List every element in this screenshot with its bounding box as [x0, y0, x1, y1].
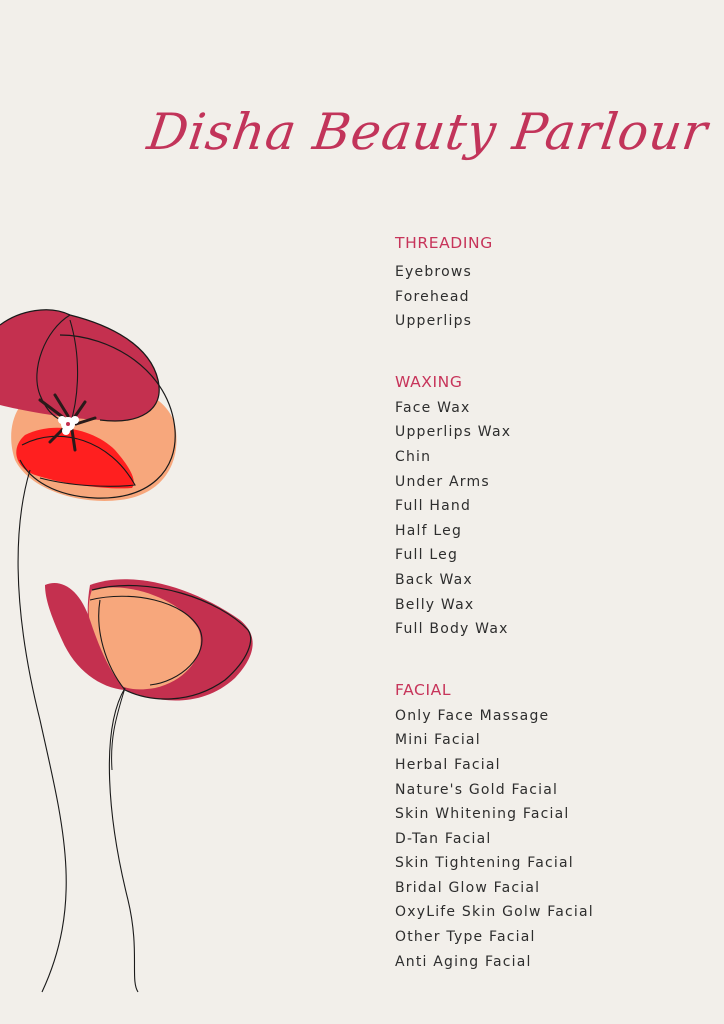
service-item: Upperlips	[395, 313, 473, 330]
service-item: Under Arms	[395, 473, 490, 490]
section-title: THREADING	[395, 234, 493, 252]
service-item: Full Body Wax	[395, 621, 509, 638]
service-item: Forehead	[395, 288, 470, 305]
service-item: Back Wax	[395, 571, 473, 588]
service-item: Bridal Glow Facial	[395, 879, 541, 896]
service-item: Only Face Massage	[395, 707, 550, 724]
service-item: Full Leg	[395, 547, 459, 564]
service-item: Nature's Gold Facial	[395, 781, 559, 798]
service-item: Skin Whitening Facial	[395, 806, 570, 823]
service-item: Chin	[395, 448, 432, 465]
service-item: Eyebrows	[395, 264, 472, 280]
section-title: FACIAL	[395, 680, 452, 699]
section-title: WAXING	[395, 372, 463, 391]
service-item: Other Type Facial	[395, 929, 536, 946]
service-item: Full Hand	[395, 498, 472, 515]
section-facial	[395, 678, 715, 975]
page-title: Disha Beauty Parlour	[143, 103, 712, 161]
service-item: D-Tan Facial	[395, 830, 492, 847]
service-item: Anti Aging Facial	[395, 953, 532, 970]
service-item: Upperlips Wax	[395, 424, 512, 441]
service-item: Herbal Facial	[395, 756, 501, 773]
service-item: Skin Tightening Facial	[395, 855, 574, 872]
services-menu	[395, 231, 715, 974]
poppy-flowers-illustration	[0, 300, 270, 1000]
service-item: Mini Facial	[395, 732, 481, 749]
service-item: OxyLife Skin Golw Facial	[395, 904, 594, 921]
section-threading	[395, 231, 715, 334]
lower-poppy	[45, 579, 253, 992]
service-item: Half Leg	[395, 522, 463, 539]
section-waxing	[395, 370, 715, 642]
service-item: Face Wax	[395, 399, 471, 416]
service-item: Belly Wax	[395, 596, 475, 613]
